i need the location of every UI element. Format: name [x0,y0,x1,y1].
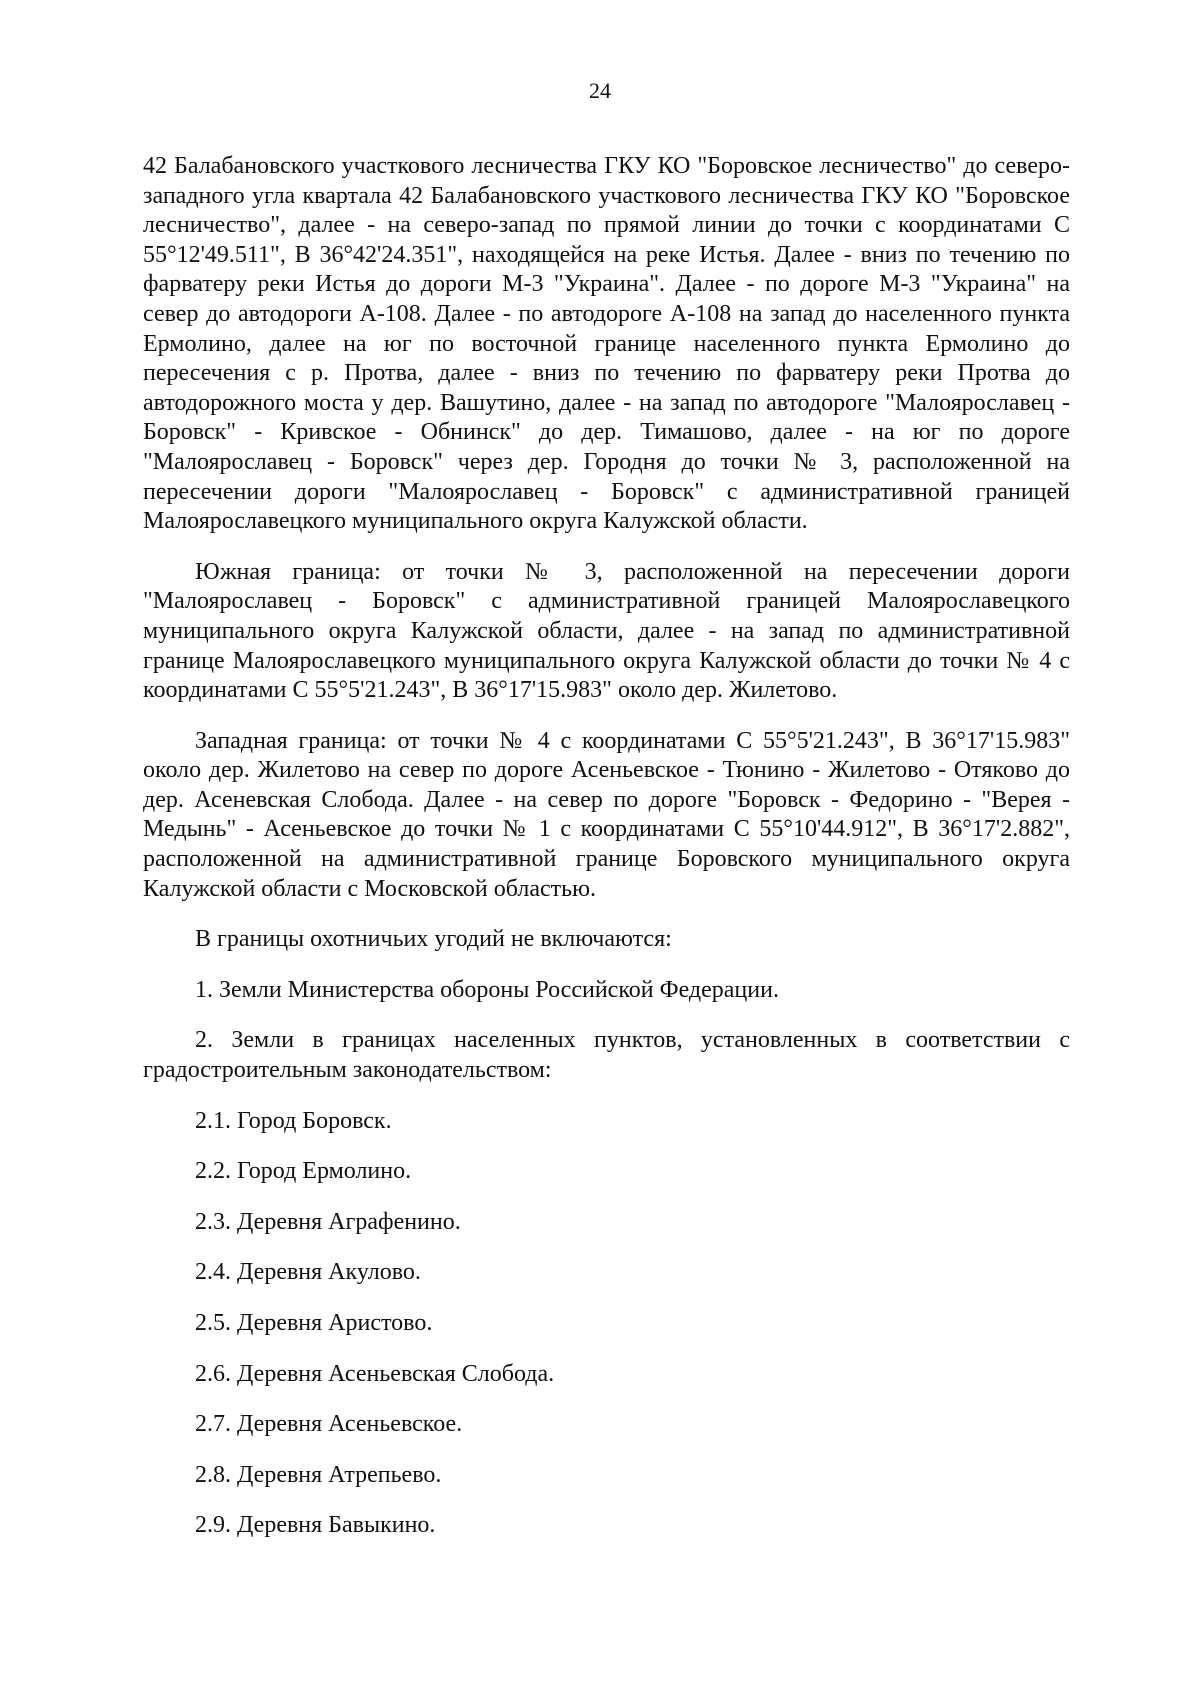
list-item: 2.3. Деревня Аграфенино. [195,1208,461,1235]
list-item: 2.8. Деревня Атрепьево. [195,1461,442,1488]
paragraph-southern-boundary: Южная граница: от точки № 3, расположенной на пересечении дороги "Малоярославец - Боровск" с административной границей Малоярославецкого муниципального округа Калужской области, далее - на запад по административной границе Малоярославецкого муниципального округа Калужской области до точки № 4 с координатами С 55°5'21.243", В 36°17'15.983" около дер. Жилетово. [143,558,1070,704]
document-body [143,152,1070,1541]
list-item: 2.4. Деревня Акулово. [195,1259,421,1286]
paragraph-exclusions-intro: В границы охотничьих угодий не включаются: [195,926,672,953]
paragraph-boundary-continuation: 42 Балабановского участкового лесничества ГКУ КО "Боровское лесничество" до северо-западного угла квартала 42 Балабановского участкового лесничества ГКУ КО "Боровское лесничество", далее - на северо-запад по прямой линии до точки с координатами С 55°12'49.511", В 36°42'24.351", находящейся на реке Истья. Далее - вниз по течению по фарватеру реки Истья до дороги М-3 "Украина". Далее - по дороге М-3 "Украина" на север до автодороги А-108. Далее - по автодороге А-108 на запад до населенного пункта Ермолино, далее на юг по восточной границе населенного пункта Ермолино до пересечения с р. Протва, далее - вниз по течению по фарватеру реки Протва до автодорожного моста у дер. Вашутино, далее - на запад по автодороге "Малоярославец - Боровск" - Кривское - Обнинск" до дер. Тимашово, далее - на юг по дороге "Малоярославец - Боровск" через дер. Городня до точки № 3, расположенной на пересечении дороги "Малоярославец - Боровск" с административной границей Малоярославецкого муниципального округа Калужской области. [143,153,1070,535]
list-item: 2.6. Деревня Асеньевская Слобода. [195,1360,555,1387]
list-item: 2.1. Город Боровск. [195,1107,392,1134]
page-number: 24 [589,78,611,103]
list-item: 2.7. Деревня Асеньевское. [195,1411,463,1438]
settlement-list [143,1107,1070,1541]
paragraph-western-boundary: Западная граница: от точки № 4 с координатами С 55°5'21.243", В 36°17'15.983" около дер. Жилетово на север по дороге Асеньевское - Тюнино - Жилетово - Отяково до дер. Асеневская Слобода. Далее - на север по дороге "Боровск - Федорино - "Верея - Медынь" - Асеньевское до точки № 1 с координатами С 55°10'44.912", В 36°17'2.882", расположенной на административной границе Боровского муниципального округа Калужской области с Московской областью. [143,727,1070,902]
list-item: 2.9. Деревня Бавыкино. [195,1512,436,1539]
paragraph-settlement-lands: 2. Земли в границах населенных пунктов, установленных в соответствии с градостроительным законодательством: [143,1027,1070,1084]
list-item: 2.2. Город Ермолино. [195,1158,412,1185]
list-item: 2.5. Деревня Аристово. [195,1310,433,1336]
paragraph-defense-lands: 1. Земли Министерства обороны Российской Федерации. [195,976,779,1003]
